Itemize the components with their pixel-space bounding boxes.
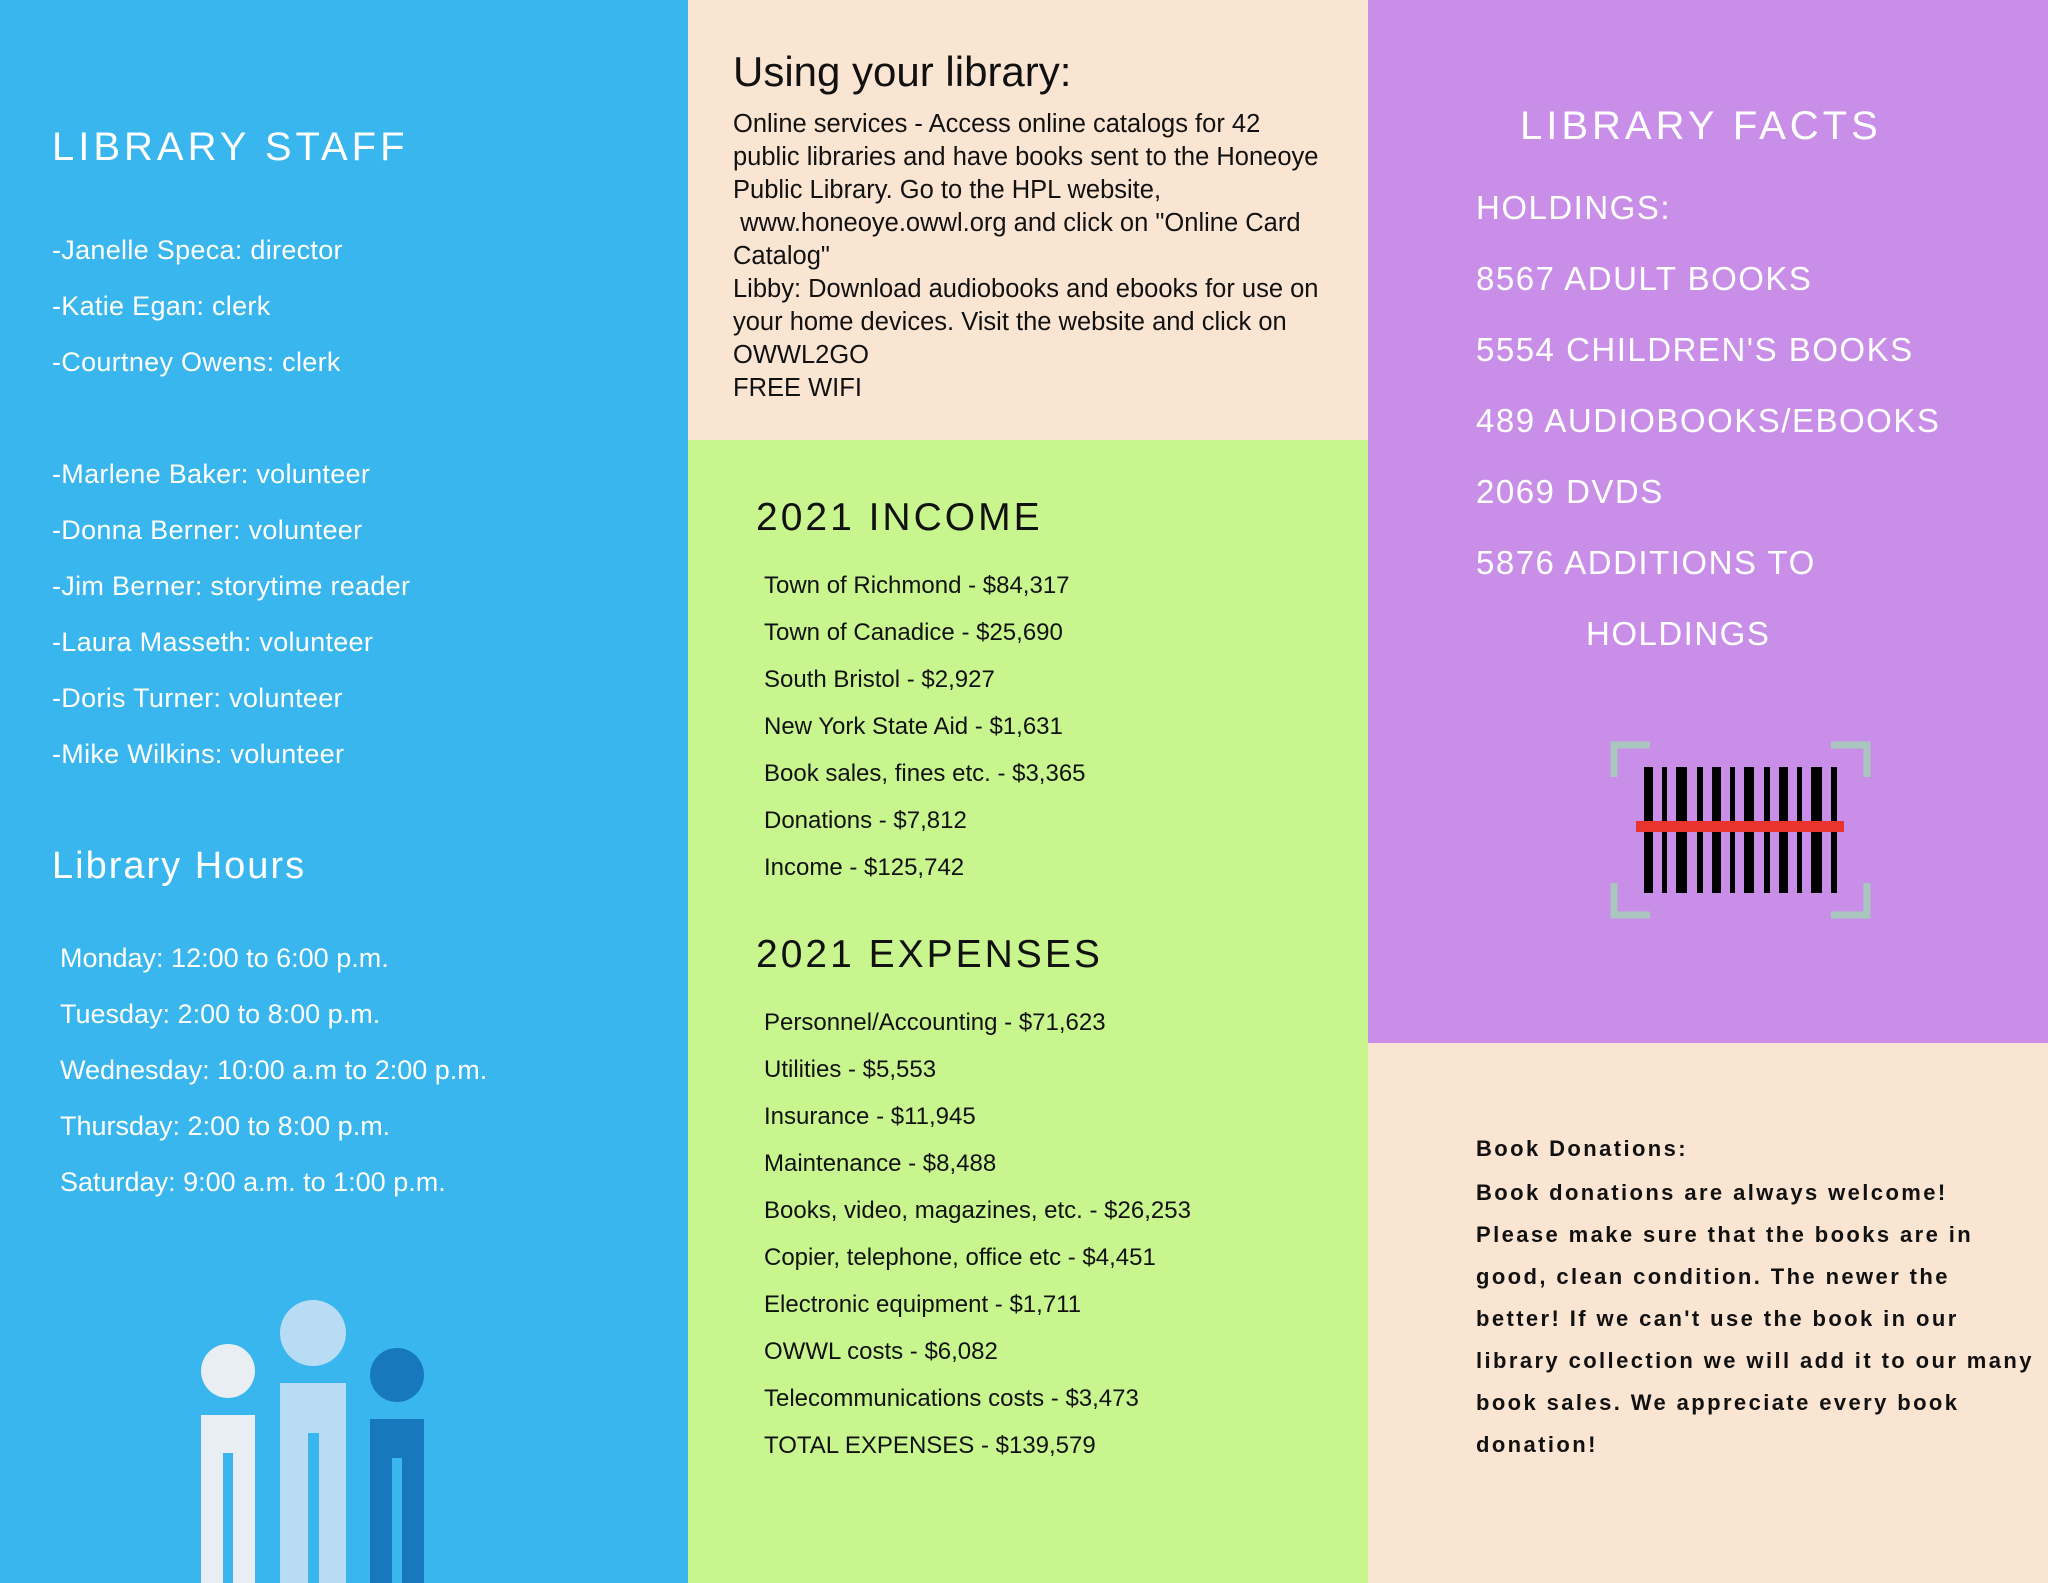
list-item: -Mike Wilkins: volunteer bbox=[52, 739, 345, 769]
list-item: TOTAL EXPENSES - $139,579 bbox=[764, 1432, 1096, 1459]
list-item: -Courtney Owens: clerk bbox=[52, 347, 341, 377]
list-item: Thursday: 2:00 to 8:00 p.m. bbox=[60, 1111, 391, 1141]
list-item: Tuesday: 2:00 to 8:00 p.m. bbox=[60, 999, 381, 1029]
list-item: Personnel/Accounting - $71,623 bbox=[764, 1009, 1106, 1036]
finance-panel bbox=[688, 440, 1368, 1469]
list-item: -Donna Berner: volunteer bbox=[52, 515, 363, 545]
page-title-library-staff: LIBRARY STAFF bbox=[52, 125, 409, 169]
income-list bbox=[764, 562, 1368, 891]
barcode-scanner-icon bbox=[1608, 735, 1873, 925]
list-item: Monday: 12:00 to 6:00 p.m. bbox=[60, 943, 389, 973]
list-item: 489 AUDIOBOOKS/EBOOKS bbox=[1476, 402, 1941, 439]
section-title-library-hours: Library Hours bbox=[52, 845, 307, 887]
library-facts-panel bbox=[1368, 0, 2048, 1043]
list-item: New York State Aid - $1,631 bbox=[764, 713, 1063, 740]
section-title-2021-expenses: 2021 EXPENSES bbox=[756, 933, 1103, 976]
holdings-label: HOLDINGS: bbox=[1476, 189, 1672, 226]
library-hours-list bbox=[60, 930, 487, 1210]
list-item: 8567 ADULT BOOKS bbox=[1476, 260, 1813, 297]
list-item: 2069 DVDS bbox=[1476, 473, 1664, 510]
expenses-list bbox=[764, 999, 1368, 1469]
list-item: 5554 CHILDREN'S BOOKS bbox=[1476, 331, 1914, 368]
list-item-continuation: HOLDINGS bbox=[1586, 615, 1771, 652]
facts-column bbox=[1368, 0, 2048, 1583]
list-item: Insurance - $11,945 bbox=[764, 1103, 976, 1130]
list-item: -Marlene Baker: volunteer bbox=[52, 459, 371, 489]
book-donations-panel bbox=[1476, 1128, 2036, 1466]
services-finance-column bbox=[688, 0, 1368, 1583]
using-library-panel bbox=[688, 0, 1368, 440]
donations-body: Book donations are always welcome! Please make sure that the books are in good, clean condition. The newer the better! If we can't use the book in our library collection we will add it to our many book sales. We appreciate every book donation! bbox=[1476, 1180, 2034, 1457]
using-library-body: Online services - Access online catalogs for 42 public libraries and have books sent to the Honeoye Public Library. Go to the HPL website, www.honeoye.owwl.org and click on "Online Card Catalog" Libby: Download audiobooks and ebooks for use on your home devices. Visit the website and click on OWWL2GO FREE WIFI bbox=[733, 110, 1319, 402]
list-item: Maintenance - $8,488 bbox=[764, 1150, 997, 1177]
list-spacer bbox=[52, 390, 410, 446]
list-item: -Doris Turner: volunteer bbox=[52, 683, 343, 713]
list-item: Utilities - $5,553 bbox=[764, 1056, 937, 1083]
list-item: Book sales, fines etc. - $3,365 bbox=[764, 760, 1086, 787]
list-item: Income - $125,742 bbox=[764, 854, 965, 881]
holdings-list bbox=[1476, 172, 1940, 669]
staff-column bbox=[0, 0, 688, 1583]
list-item: -Laura Masseth: volunteer bbox=[52, 627, 374, 657]
list-item: 5876 ADDITIONS TO bbox=[1476, 544, 1816, 581]
list-item: Copier, telephone, office etc - $4,451 bbox=[764, 1244, 1156, 1271]
list-item: Wednesday: 10:00 a.m to 2:00 p.m. bbox=[60, 1055, 488, 1085]
list-item: South Bristol - $2,927 bbox=[764, 666, 995, 693]
section-title-using-your-library: Using your library: bbox=[733, 48, 1072, 95]
list-item: Saturday: 9:00 a.m. to 1:00 p.m. bbox=[60, 1167, 446, 1197]
list-item: Books, video, magazines, etc. - $26,253 bbox=[764, 1197, 1191, 1224]
list-item: OWWL costs - $6,082 bbox=[764, 1338, 998, 1365]
list-item: Town of Canadice - $25,690 bbox=[764, 619, 1063, 646]
list-item: Telecommunications costs - $3,473 bbox=[764, 1385, 1139, 1412]
section-title-2021-income: 2021 INCOME bbox=[756, 496, 1043, 539]
list-item: -Katie Egan: clerk bbox=[52, 291, 271, 321]
list-item: Electronic equipment - $1,711 bbox=[764, 1291, 1082, 1318]
list-item: Town of Richmond - $84,317 bbox=[764, 572, 1070, 599]
staff-list bbox=[52, 222, 410, 782]
section-title-library-facts: LIBRARY FACTS bbox=[1520, 104, 1882, 148]
list-item: Donations - $7,812 bbox=[764, 807, 967, 834]
list-item: -Janelle Speca: director bbox=[52, 235, 343, 265]
donations-heading: Book Donations: bbox=[1476, 1136, 1688, 1161]
list-item: -Jim Berner: storytime reader bbox=[52, 571, 411, 601]
people-group-icon bbox=[185, 1293, 445, 1583]
